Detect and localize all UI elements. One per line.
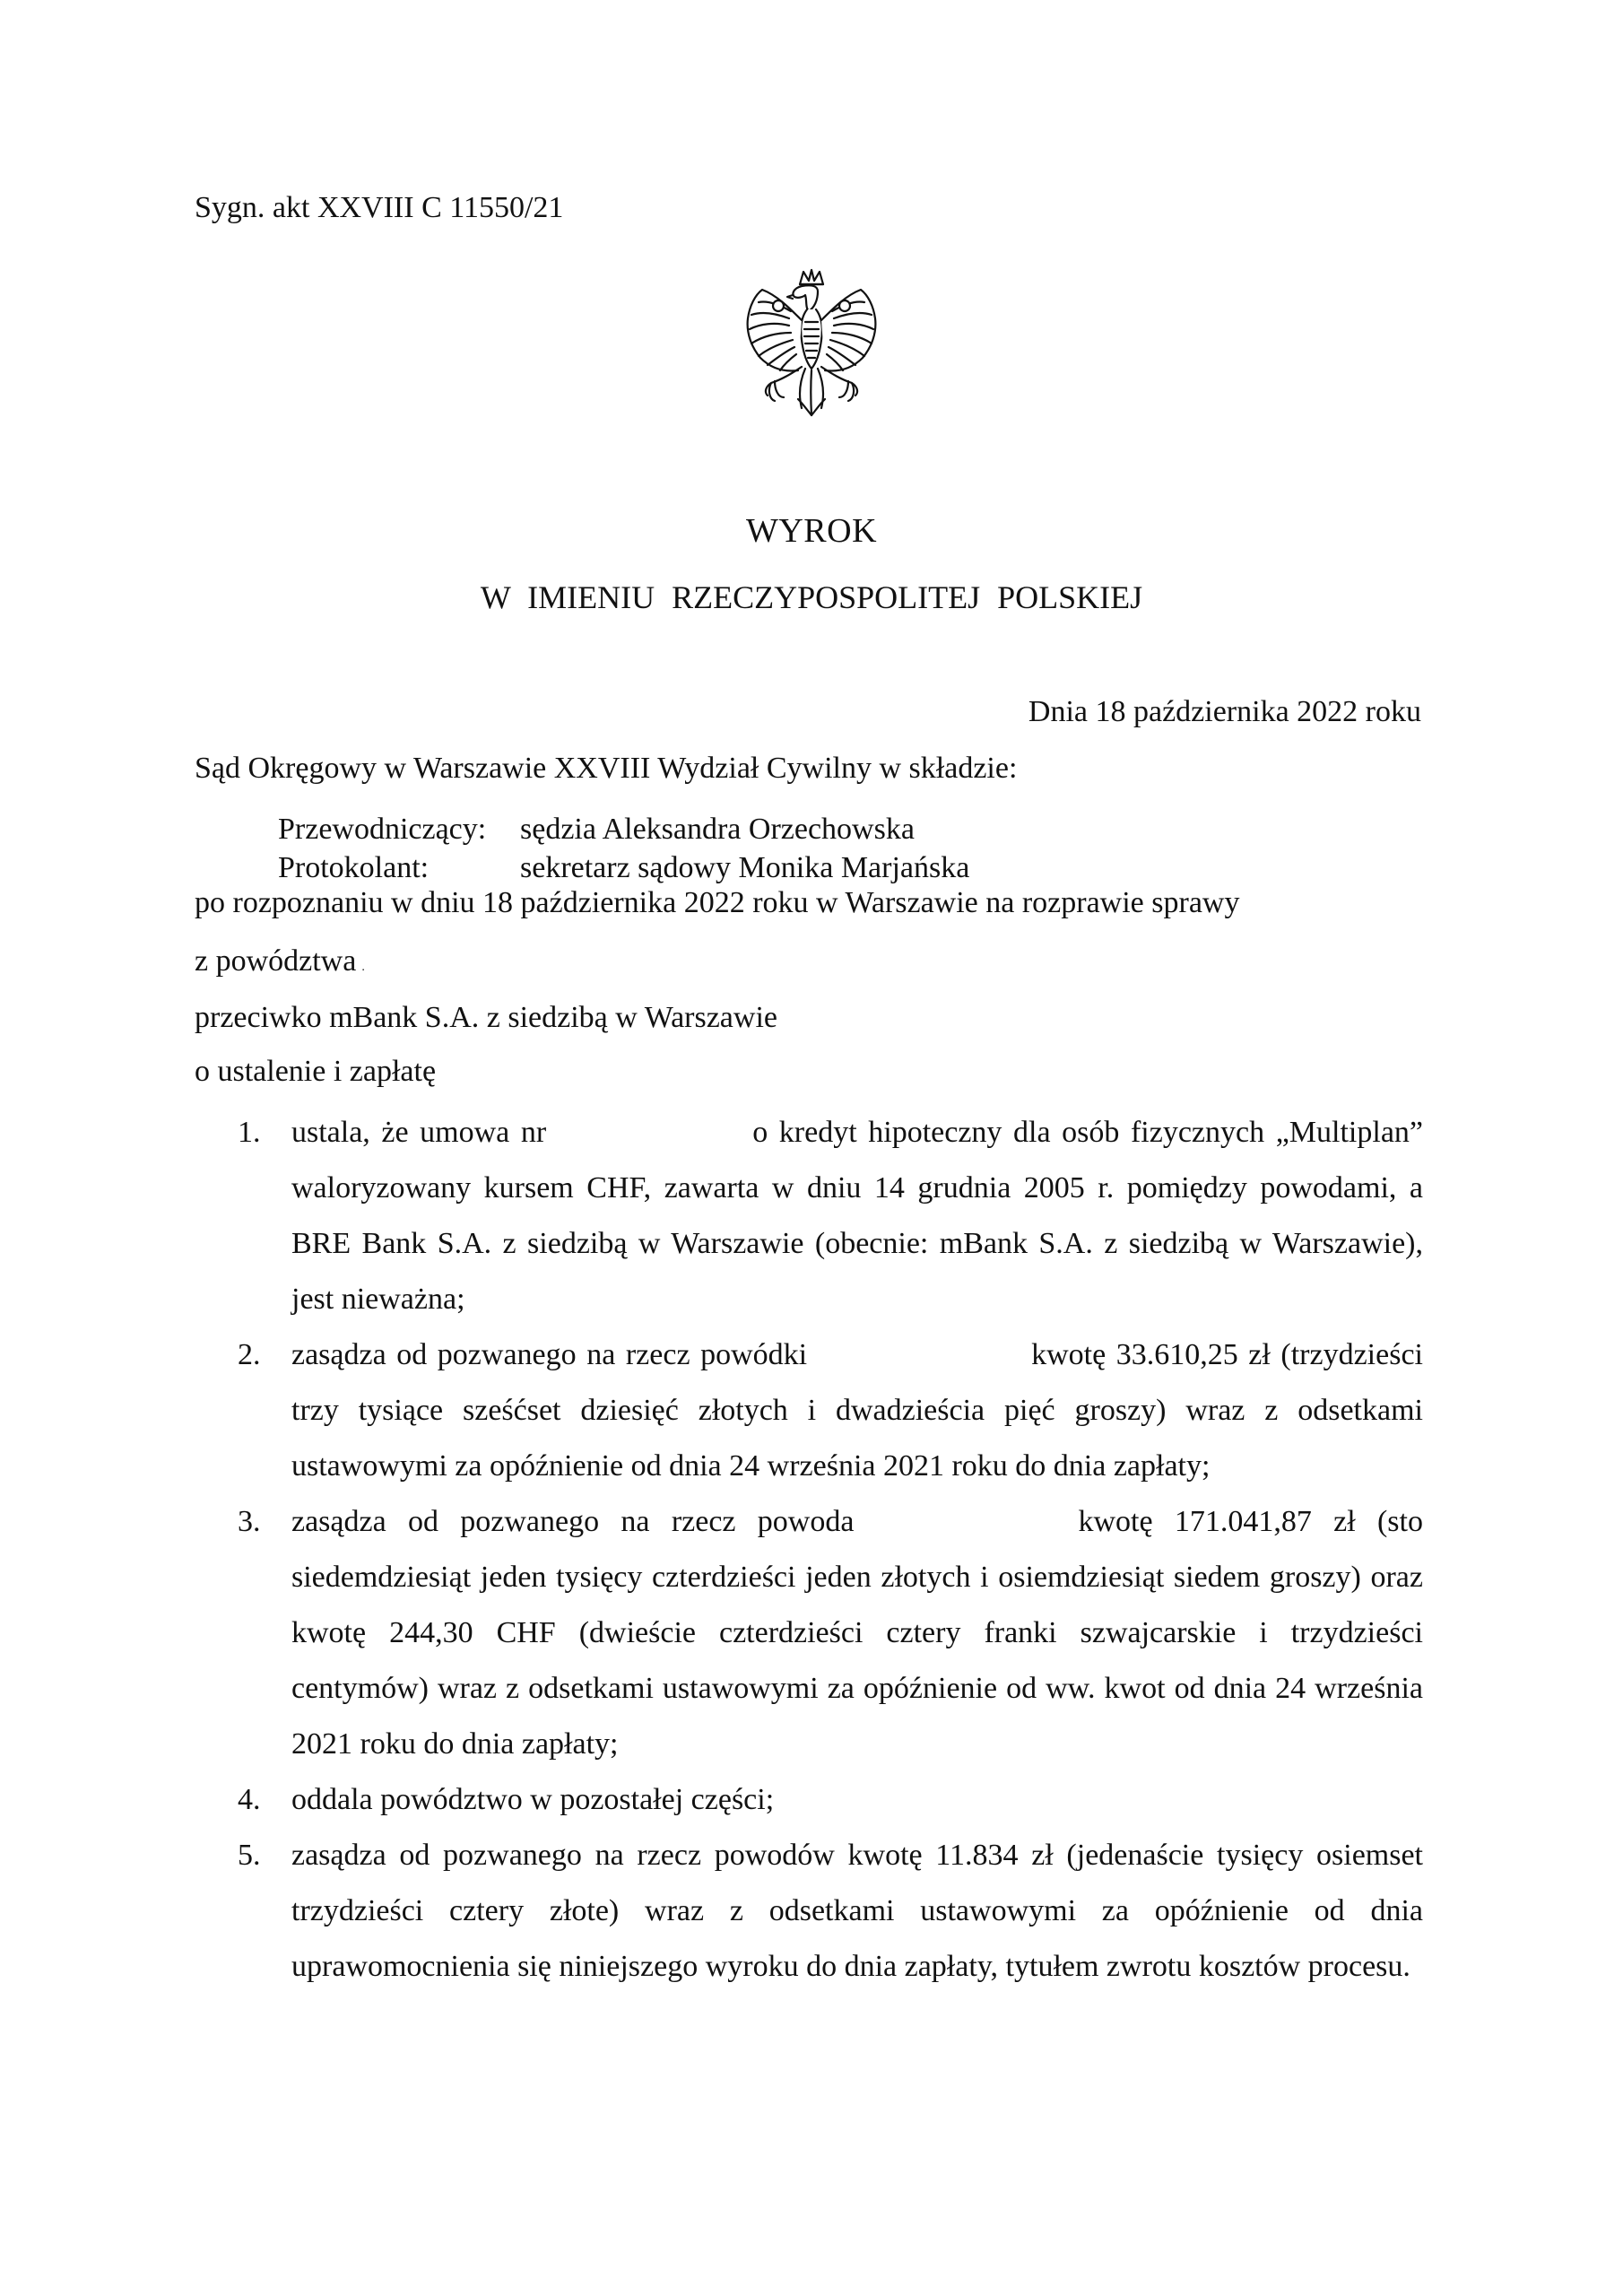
polish-eagle-emblem-icon <box>735 265 888 426</box>
ruling-text-part: zasądza od pozwanego na rzecz powoda <box>291 1505 855 1538</box>
court-composition <box>278 810 969 887</box>
ruling-number: 5. <box>238 1839 261 1872</box>
ruling-item-2 <box>238 1327 1423 1494</box>
ruling-text <box>291 1494 1423 1772</box>
ruling-text-part: kwotę 33.610,25 zł (trzydzieści trzy tysiące sześćset dziesięć złotych i dwadzieścia pięć groszy) wraz z odsetkami ustawowymi za opóźnienie od dnia 24 września 2021 roku do dnia zapłaty; <box>291 1338 1423 1483</box>
ruling-item-4 <box>238 1772 1423 1828</box>
claimant-line <box>195 944 365 978</box>
ruling-item-1 <box>238 1105 1423 1327</box>
case-signature: Sygn. akt XXVIII C 11550/21 <box>195 191 564 224</box>
composition-row-clerk <box>278 848 969 887</box>
composition-role: Przewodniczący: <box>278 813 487 846</box>
court-composition-heading: Sąd Okręgowy w Warszawie XXVIII Wydział Cywilny w składzie: <box>195 752 1018 785</box>
hearing-statement: po rozpoznaniu w dniu 18 października 2022 roku w Warszawie na rozprawie sprawy <box>195 886 1240 919</box>
judgment-subtitle: W IMIENIU RZECZYPOSPOLITEJ POLSKIEJ <box>480 579 1143 615</box>
case-subject: o ustalenie i zapłatę <box>195 1055 437 1088</box>
ruling-number: 1. <box>238 1116 261 1149</box>
composition-role: Protokolant: <box>278 851 430 884</box>
ruling-text-part: ustala, że umowa nr <box>291 1116 547 1149</box>
ruling-number: 3. <box>238 1505 261 1538</box>
ruling-number: 2. <box>238 1338 261 1371</box>
composition-person: sekretarz sądowy Monika Marjańska <box>520 851 970 884</box>
redaction-mark: . <box>361 961 365 974</box>
ruling-text-part: o kredyt hipoteczny dla osób fizycznych „Multiplan” waloryzowany kursem CHF, zawarta w dniu 14 grudnia 2005 r. pomiędzy powodami, a BRE Bank S.A. z siedzibą w Warszawie (obecnie: mBank S.A. z siedzibą w Warszawie), jest nieważna; <box>291 1116 1424 1316</box>
ruling-text <box>291 1327 1423 1494</box>
ruling-item-5 <box>238 1828 1423 1995</box>
judgment-date: Dnia 18 października 2022 roku <box>1028 695 1421 728</box>
ruling-text: zasądza od pozwanego na rzecz powodów kwotę 11.834 zł (jedenaście tysięcy osiemset trzydzieści cztery złote) wraz z odsetkami ustawowymi za opóźnienie od dnia uprawomocnienia się niniejszego wyroku do dnia zapłaty, tytułem zwrotu kosztów procesu. <box>291 1839 1423 1983</box>
composition-person: sędzia Aleksandra Orzechowska <box>520 813 915 846</box>
rulings-list <box>238 1105 1423 1995</box>
ruling-number: 4. <box>238 1783 261 1816</box>
defendant-line: przeciwko mBank S.A. z siedzibą w Warszawie <box>195 1001 777 1034</box>
ruling-text <box>291 1105 1423 1327</box>
ruling-text: oddala powództwo w pozostałej części; <box>291 1783 775 1816</box>
ruling-text-part: zasądza od pozwanego na rzecz powódki <box>291 1338 808 1371</box>
claimant-label: z powództwa <box>195 944 357 978</box>
ruling-text-part: kwotę 171.041,87 zł (sto siedemdziesiąt jeden tysięcy czterdzieści jeden złotych i osiemdziesiąt siedem groszy) oraz kwotę 244,30 CHF (dwieście czterdzieści cztery franki szwajcarskie i trzydzieści centymów) wraz z odsetkami ustawowymi za opóźnienie od ww. kwot od dnia 24 września 2021 roku do dnia zapłaty; <box>291 1505 1423 1761</box>
ruling-item-3 <box>238 1494 1423 1772</box>
judgment-title: WYROK <box>745 512 878 550</box>
composition-row-presiding-judge <box>278 810 969 848</box>
